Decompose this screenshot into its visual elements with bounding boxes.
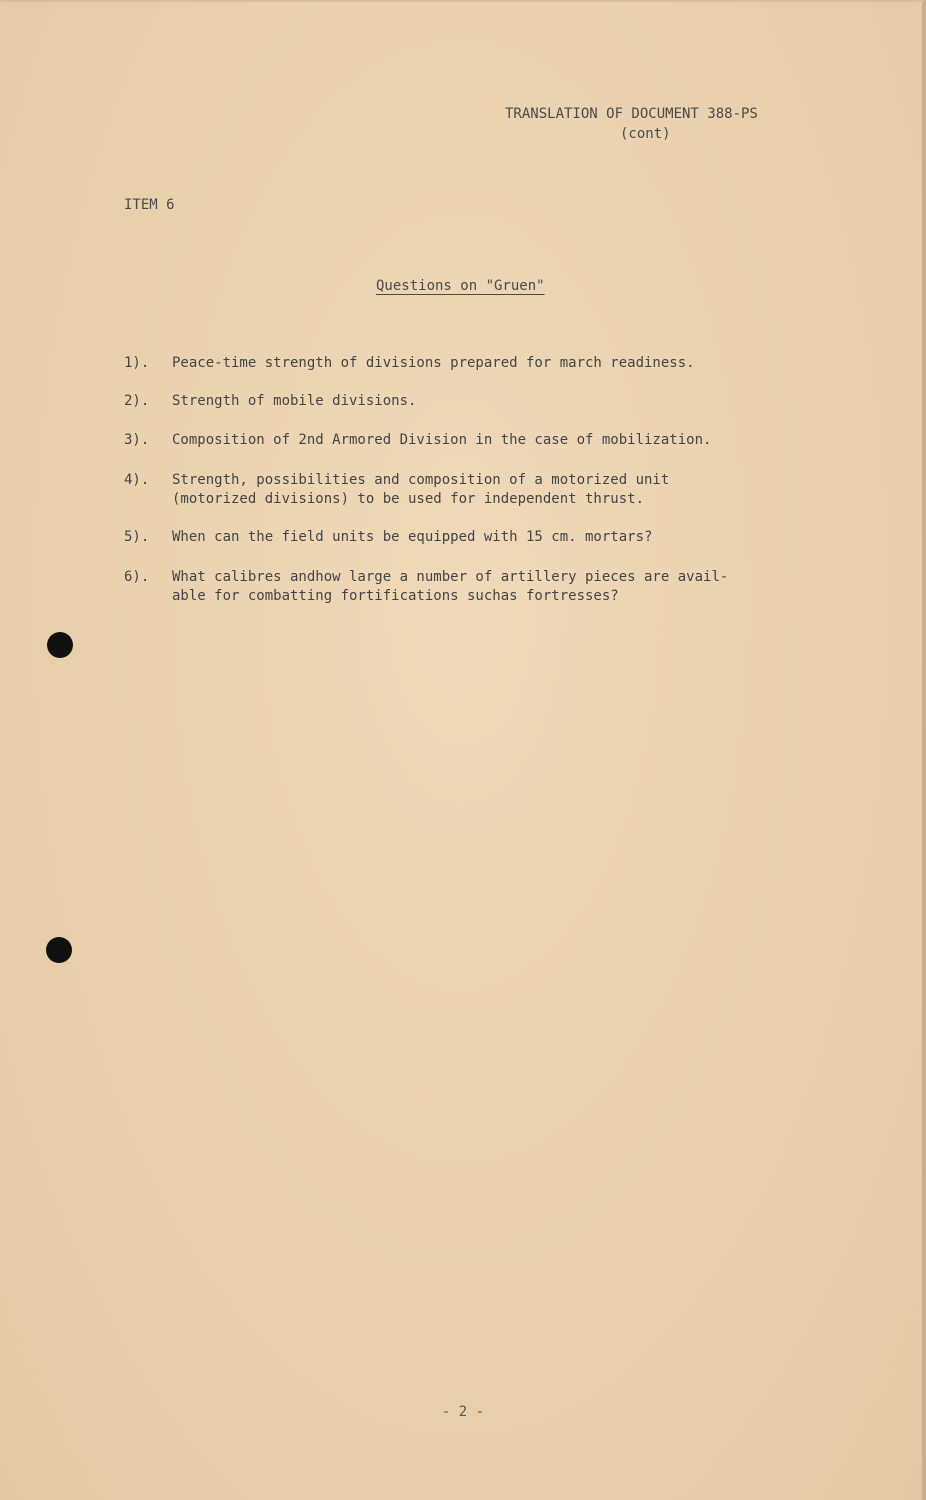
question-item bbox=[124, 392, 824, 411]
question-number: 2). bbox=[124, 393, 150, 409]
question-item bbox=[124, 528, 824, 547]
header-cont: (cont) bbox=[620, 126, 671, 142]
question-line: When can the field units be equipped with 15 cm. mortars? bbox=[172, 529, 653, 545]
question-item bbox=[124, 568, 824, 606]
question-line: (motorized divisions) to be used for independent thrust. bbox=[172, 491, 645, 507]
question-text bbox=[172, 568, 824, 606]
question-number: 4). bbox=[124, 472, 150, 488]
question-number: 5). bbox=[124, 529, 150, 545]
question-text bbox=[172, 392, 824, 411]
question-line: Strength of mobile divisions. bbox=[172, 393, 417, 409]
question-line: Strength, possibilities and composition of a motorized unit bbox=[172, 472, 670, 488]
question-number: 3). bbox=[124, 432, 150, 448]
punch-hole bbox=[47, 632, 73, 658]
question-number: 6). bbox=[124, 569, 150, 585]
question-text bbox=[172, 354, 824, 373]
question-line: able for combatting fortifications suchas fortresses? bbox=[172, 588, 619, 604]
question-line: Peace-time strength of divisions prepared for march readiness. bbox=[172, 355, 695, 371]
question-item bbox=[124, 471, 824, 509]
question-text bbox=[172, 471, 824, 509]
header-title: TRANSLATION OF DOCUMENT 388-PS bbox=[505, 106, 758, 122]
punch-hole bbox=[46, 937, 72, 963]
question-number: 1). bbox=[124, 355, 150, 371]
item-label: ITEM 6 bbox=[124, 197, 175, 213]
question-item bbox=[124, 354, 824, 373]
page-number: - 2 - bbox=[441, 1404, 485, 1420]
page-title: Questions on "Gruen" bbox=[376, 278, 545, 294]
question-item bbox=[124, 431, 824, 450]
question-line: Composition of 2nd Armored Division in the case of mobilization. bbox=[172, 432, 712, 448]
question-text bbox=[172, 431, 824, 450]
document-header bbox=[500, 104, 800, 144]
question-line: What calibres andhow large a number of artillery pieces are avail- bbox=[172, 569, 729, 585]
question-text bbox=[172, 528, 824, 547]
